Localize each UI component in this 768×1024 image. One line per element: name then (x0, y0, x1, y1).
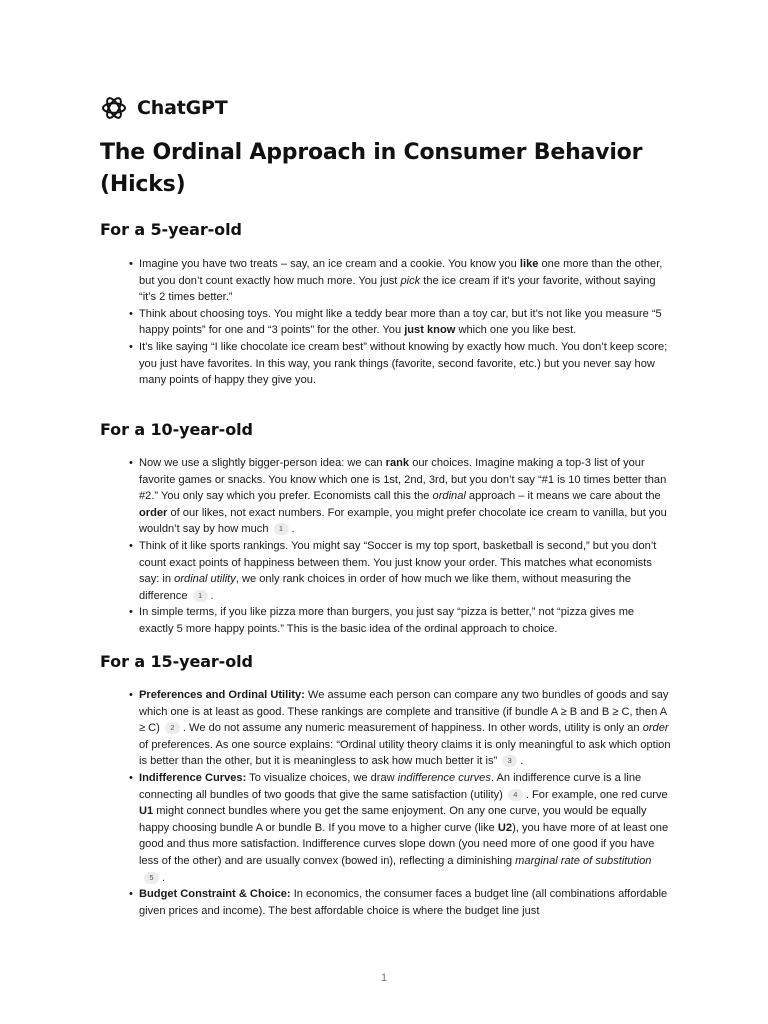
italic-text: pick (400, 274, 421, 287)
bullet-list-10-year-old (139, 455, 671, 638)
italic-text: ordinal (432, 490, 466, 503)
list-item (139, 604, 671, 637)
body-text: approach – it means we care about the (465, 490, 661, 503)
page-title: The Ordinal Approach in Consumer Behavior (Hicks) (100, 140, 643, 197)
body-text: . An indifference curve is a line connecting all bundles of two goods that give the same satisfaction (utility) (139, 771, 642, 801)
body-text: To visualize choices, we draw (246, 771, 398, 784)
body-text: of preferences. As one source explains: “Ordinal utility theory claims it is only meaningful to ask which option is better than the other, but it is meaningless to ask how much better it is” (139, 738, 671, 768)
openai-knot-icon (100, 94, 128, 122)
italic-text: marginal rate of substitution (515, 854, 652, 867)
brand-name: ChatGPT (137, 97, 228, 119)
citation-badge: 1 (274, 523, 289, 535)
body-text: ), you have more of at least one good and thus more satisfaction. Indifference curves slope down (you need more of one good if you have less of the other) and are usually convex (bowed in), reflecting a diminishing (139, 821, 669, 867)
list-item (139, 687, 671, 770)
bullet-list-15-year-old (139, 687, 671, 919)
list-item (139, 256, 671, 306)
list-item (139, 455, 671, 538)
section-heading-5-year-old: For a 5-year-old (100, 220, 242, 239)
body-text: In simple terms, if you like pizza more than burgers, you just say “pizza is better,” not “pizza gives me exactly 5 more happy points.” This is the basic idea of the ordinal approach to choice. (139, 606, 635, 635)
bold-text: U1 (139, 805, 154, 818)
bold-text: U2 (497, 821, 513, 834)
body-text: the ice cream if it’s your favorite, without saying “it’s 2 times better.” (139, 274, 656, 304)
brand-header (100, 93, 227, 123)
body-text: one more than the other, but you don’t count exactly how much more. You just (139, 258, 663, 287)
body-text: We assume each person can compare any two bundles of goods and say which one is at least as good. These rankings are complete and transitive (if bundle A ≥ B and B ≥ C, then A ≥ C) (139, 689, 669, 735)
body-text: might connect bundles where you get the same enjoyment. On any one curve, you would be equally happy choosing bundle A or bundle B. If you move to a higher curve (like (139, 805, 647, 834)
body-text: of our likes, not exact numbers. For example, you might prefer chocolate ice cream to vanilla, but you wouldn’t say by how much (139, 506, 667, 536)
bold-text: Preferences and Ordinal Utility: (139, 689, 305, 701)
italic-text: indifference curves (397, 771, 491, 784)
list-item (139, 538, 671, 604)
body-text: . (162, 871, 166, 884)
body-text: which one you like best. (455, 324, 577, 337)
bold-text: like (519, 258, 539, 270)
bold-text: Budget Constraint & Choice: (139, 888, 291, 901)
citation-badge: 5 (144, 872, 159, 884)
bold-text: order (139, 506, 168, 519)
body-text: Imagine you have two treats – say, an ice cream and a cookie. You know you (139, 258, 520, 270)
list-item (139, 339, 671, 389)
section-heading-10-year-old: For a 10-year-old (100, 420, 253, 439)
body-text: . (520, 755, 524, 768)
citation-badge: 4 (508, 789, 523, 801)
body-text: . For example, one red curve (525, 788, 668, 801)
bold-text: Indifference Curves: (139, 771, 247, 784)
body-text: In economics, the consumer faces a budget line (all combinations affordable given prices and income). The best affordable choice is where the budget line just (139, 888, 668, 917)
body-text: our choices. Imagine making a top-3 list of your favorite games or snacks. You know which one is 1st, 2nd, 3rd, but you don’t say “#1 is 10 times better than #2.” You only say which you prefer. Economists call this the (139, 457, 667, 503)
citation-badge: 2 (165, 722, 180, 734)
bullet-list-5-year-old (139, 256, 671, 389)
italic-text: order (642, 722, 669, 735)
body-text: Think about choosing toys. You might like a teddy bear more than a toy car, but it’s not like you measure “5 happy points” for one and “3 points” for the other. You (139, 307, 662, 337)
page-number: 1 (380, 972, 388, 984)
body-text: . (291, 523, 295, 536)
body-text: . (210, 589, 214, 602)
italic-text: ordinal utility (174, 573, 236, 586)
bold-text: rank (385, 457, 410, 469)
body-text: Now we use a slightly bigger-person idea: we can (139, 457, 386, 469)
list-item (139, 886, 671, 919)
body-text: It’s like saying “I like chocolate ice cream best” without knowing by exactly how much. You don’t keep score; you just have favorites. In this way, you rank things (favorite, second favorite, etc.) but you never say how many points of happy they give you. (139, 340, 668, 387)
body-text: . We do not assume any numeric measurement of happiness. In other words, utility is only an (182, 722, 643, 735)
section-heading-15-year-old: For a 15-year-old (100, 652, 253, 671)
citation-badge: 1 (193, 590, 208, 602)
body-text: , we only rank choices in order of how much we like them, without measuring the difference (139, 573, 632, 602)
bold-text: just know (404, 324, 456, 337)
list-item (139, 770, 671, 886)
citation-badge: 3 (502, 755, 517, 767)
body-text: Think of it like sports rankings. You might say “Soccer is my top sport, basketball is second,” but you don’t count exact points of happiness between them. You just know your order. This matches what economists say: in (139, 539, 657, 586)
list-item (139, 306, 671, 339)
